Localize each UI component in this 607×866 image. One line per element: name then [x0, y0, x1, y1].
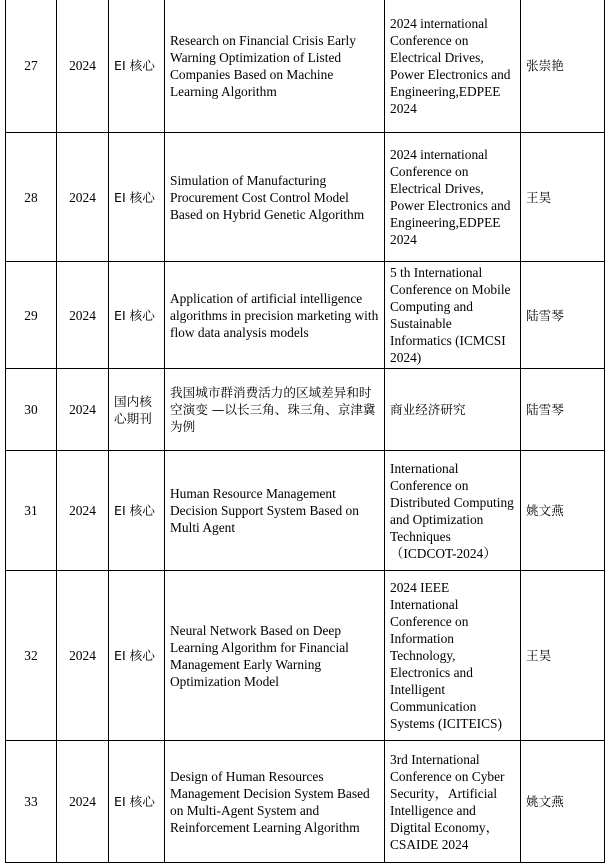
row-number: 29	[6, 262, 57, 369]
row-venue: 2024 IEEE International Conference on Information Technology, Electronics and Intelligent Communication Systems (ICITEICS)	[385, 571, 521, 741]
row-year: 2024	[57, 133, 109, 262]
row-author: 王昊	[521, 571, 605, 741]
row-venue: 5 th International Conference on Mobile Computing and Sustainable Informatics (ICMCSI 2024)	[385, 262, 521, 369]
row-author: 姚文燕	[521, 741, 605, 863]
table-row	[6, 262, 605, 369]
row-title: Research on Financial Crisis Early Warning Optimization of Listed Companies Based on Machine Learning Algorithm	[165, 0, 385, 133]
row-venue: 2024 international Conference on Electrical Drives, Power Electronics and Engineering,EDPEE 2024	[385, 0, 521, 133]
table-row	[6, 0, 605, 133]
publications-table	[5, 0, 605, 863]
row-year: 2024	[57, 262, 109, 369]
row-type: 国内核心期刊	[109, 369, 165, 451]
table-row	[6, 571, 605, 741]
row-author: 王昊	[521, 133, 605, 262]
row-year: 2024	[57, 0, 109, 133]
row-venue: 3rd International Conference on Cyber Security，Artificial Intelligence and Digtital Economy，CSAIDE 2024	[385, 741, 521, 863]
row-number: 28	[6, 133, 57, 262]
table-row	[6, 741, 605, 863]
row-type: EI 核心	[109, 0, 165, 133]
row-number: 33	[6, 741, 57, 863]
row-title: Simulation of Manufacturing Procurement Cost Control Model Based on Hybrid Genetic Algorithm	[165, 133, 385, 262]
row-year: 2024	[57, 741, 109, 863]
row-type: EI 核心	[109, 741, 165, 863]
row-year: 2024	[57, 571, 109, 741]
row-title: 我国城市群消费活力的区域差异和时空演变 —以长三角、珠三角、京津冀为例	[165, 369, 385, 451]
row-title: Application of artificial intelligence algorithms in precision marketing with flow data analysis models	[165, 262, 385, 369]
row-number: 31	[6, 451, 57, 571]
table-row	[6, 451, 605, 571]
row-author: 张崇艳	[521, 0, 605, 133]
row-author: 姚文燕	[521, 451, 605, 571]
row-year: 2024	[57, 451, 109, 571]
row-type: EI 核心	[109, 262, 165, 369]
row-number: 32	[6, 571, 57, 741]
row-title: Human Resource Management Decision Support System Based on Multi Agent	[165, 451, 385, 571]
row-type: EI 核心	[109, 133, 165, 262]
row-venue: 商业经济研究	[385, 369, 521, 451]
row-title: Neural Network Based on Deep Learning Algorithm for Financial Management Early Warning Optimization Model	[165, 571, 385, 741]
row-venue: 2024 international Conference on Electrical Drives, Power Electronics and Engineering,EDPEE 2024	[385, 133, 521, 262]
row-type: EI 核心	[109, 451, 165, 571]
row-title: Design of Human Resources Management Decision System Based on Multi-Agent System and Reinforcement Learning Algorithm	[165, 741, 385, 863]
table-row	[6, 133, 605, 262]
row-type: EI 核心	[109, 571, 165, 741]
row-year: 2024	[57, 369, 109, 451]
row-venue: International Conference on Distributed Computing and Optimization Techniques （ICDCOT-2024）	[385, 451, 521, 571]
row-author: 陆雪琴	[521, 369, 605, 451]
table-row	[6, 369, 605, 451]
row-number: 27	[6, 0, 57, 133]
row-author: 陆雪琴	[521, 262, 605, 369]
row-number: 30	[6, 369, 57, 451]
